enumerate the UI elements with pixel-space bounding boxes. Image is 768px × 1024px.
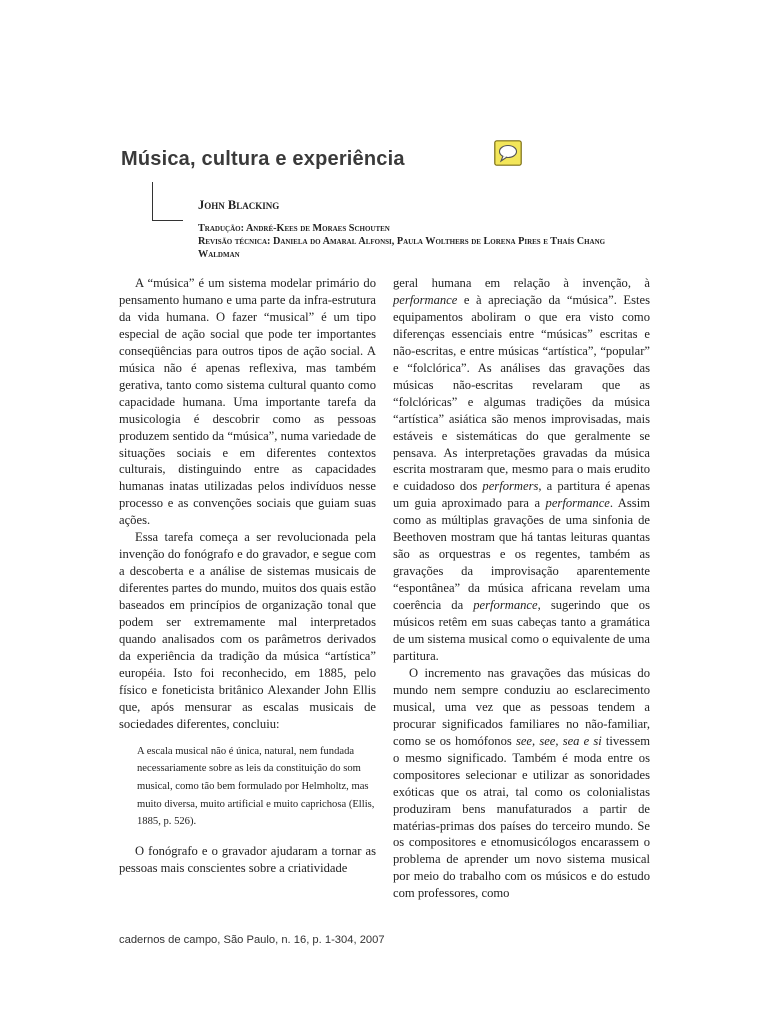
emphasis: performance	[393, 292, 458, 307]
translation-credit: Tradução: André-Kees de Moraes Schouten	[198, 223, 390, 234]
text-run: e à apreciação da “música”. Estes equipamentos aboliram o que era visto como diferenças essenciais entre “músicas” escritas e não-escritas, e entre músicas “artística”, “popular” e “folclórica”. As análises das gravações das músicas não-escritas revelaram que as “folclóricas” e algumas tradições da música “artística” asiática são menos improvisadas, mais estáveis e sistemáticas do que geralmente se pensava. As interpretações gravadas da música escrita mostraram que, mesmo para o mais erudito e cuidadoso dos	[393, 292, 650, 494]
credits	[198, 222, 638, 262]
paragraph	[393, 665, 650, 902]
text-run: , a partitura é apenas um guia aproximado para a	[393, 479, 651, 511]
paragraph: O fonógrafo e o gravador ajudaram a tornar as pessoas mais conscientes sobre a criatividade	[119, 843, 376, 875]
author-name: John Blacking	[198, 198, 280, 212]
text-run: . Assim como as múltiplas gravações de uma sinfonia de Beethoven mostram que há tantas leituras quantas são as orquestras e os regentes, também as gravações da improvisação aparentemente “espontânea” da música africana revelam uma coerência da	[393, 496, 651, 613]
article-title: Música, cultura e experiência	[121, 148, 405, 170]
paragraph: A “música” é um sistema modelar primário do pensamento humano e uma parte da infra-estrutura da vida humana. O fazer “musical” é um tipo especial de ação social que pode ter importantes conseqüências para outros tipos de ação social. A música não é apenas reflexiva, mas também gerativa, tanto como sistema cultural quanto como capacidade humana. Uma importante tarefa da musicologia é descobrir como as pessoas produzem sentido da “música”, numa variedade de situações sociais e em diferentes contextos culturais, distinguindo entre as capacidades humanas inatas utilizadas pelos indivíduos nesse processo e as convenções sociais que guiam suas ações.	[119, 276, 376, 528]
author-bracket	[152, 182, 183, 221]
text-run: O incremento nas gravações das músicas do mundo nem sempre conduziu ao esclarecimento musical, uma vez que as pessoas tendem a procurar significados familiares no não-familiar, como se os homófonos	[393, 665, 650, 748]
paragraph	[393, 275, 650, 665]
emphasis: performance	[545, 496, 610, 511]
text-run: tivessem o mesmo significado. Também é moda entre os compositores selecionar e utilizar as sonoridades exóticas que os atrai, tal como os colonialistas produziram bens manufaturados a partir de matérias-primas dos países do terceiro mundo. Se os compositores e etnomusicólogos encarassem o problema de aprender um novo sistema musical por meio do trabalho com os músicos e do estudo com professores, como	[393, 733, 650, 901]
right-column	[393, 275, 650, 902]
emphasis: performance	[473, 598, 538, 613]
text-run: geral humana em relação à invenção, à	[393, 276, 650, 290]
text-run: , sugerindo que os músicos retêm em suas cabeças tanto a gramática de um sistema musical como o equivalente de uma partitura.	[393, 598, 650, 663]
paragraph: Essa tarefa começa a ser revolucionada pela invenção do fonógrafo e do gravador, e segue com a descoberta e a análise de sistemas musicais de diferentes partes do mundo, muitos dos quais estão baseados em princípios de organização tonal que podem ser extremamente mal interpretados quando analisados com os parâmetros derivados da experiência da tradição da música “artística” européia. Isto foi reconhecido, em 1885, pelo físico e foneticista britânico Alexander John Ellis que, após mensurar as escalas musicais de sociedades diferentes, concluiu:	[119, 530, 376, 731]
emphasis: see, see, sea e si	[515, 733, 602, 748]
page-footer: cadernos de campo, São Paulo, n. 16, p. 1-304, 2007	[119, 934, 385, 946]
review-credit: Revisão técnica: Daniela do Amaral Alfonsi, Paula Wolthers de Lorena Pires e Thaís Chang Waldman	[198, 236, 606, 261]
emphasis: performers	[482, 479, 539, 494]
left-column	[119, 275, 376, 877]
block-quote: A escala musical não é única, natural, nem fundada necessariamente sobre as leis da constituição do som musical, como tão bem formulado por Helmholtz, mas muito diversa, muito artificial e muito caprichosa (Ellis, 1885, p. 526).	[137, 745, 375, 828]
speech-bubble-icon[interactable]	[494, 140, 522, 166]
